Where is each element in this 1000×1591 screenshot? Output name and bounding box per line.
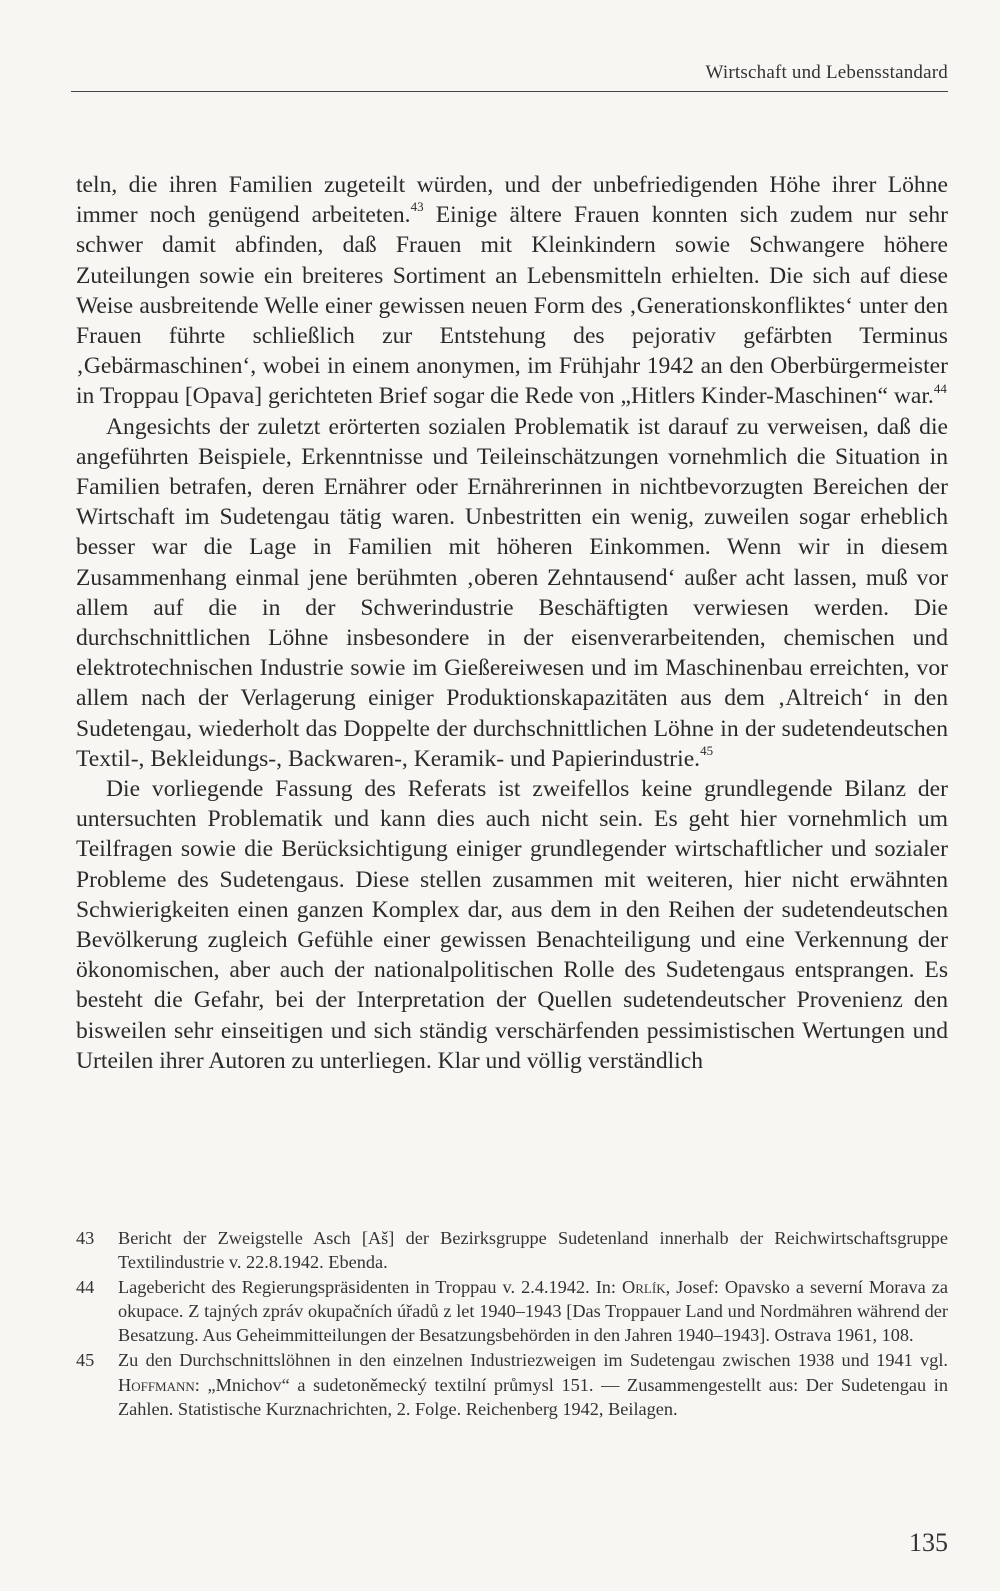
page-number: 135	[909, 1528, 948, 1557]
footnote-author: Hoffmann	[118, 1374, 195, 1395]
paragraph-1-part-a: teln, die ihren Familien zugeteilt würden, und der unbefriedigenden Höhe ihrer Löhne immer noch genügend arbeiteten.	[76, 172, 948, 229]
footnotes	[76, 1226, 948, 1422]
footnote-ref-45[interactable]: 45	[700, 743, 714, 758]
footnote-number: 43	[76, 1228, 95, 1248]
paragraph-2-text: Angesichts der zuletzt erörterten sozialen Problematik ist darauf zu verweisen, daß die angeführten Beispiele, Erkenntnisse und Teileinschätzungen vornehmlich die Situation in Familien betrafen, deren Ernährer oder Ernährerinnen in nichtbevorzugten Bereichen der Wirtschaft im Sudetengau tätig waren. Unbestritten ein wenig, zuweilen sogar erheblich besser war die Lage in Familien mit höheren Einkommen. Wenn wir in diesem Zusammenhang einmal jene berühmten ‚oberen Zehntausend‘ außer acht lassen, muß vor allem auf die in der Schwerindustrie Beschäftigten verwiesen werden. Die durchschnittlichen Löhne insbesondere in der eisenverarbeitenden, chemischen und elektrotechnischen Industrie sowie im Gießereiwesen und im Maschinenbau erreichten, vor allem nach der Verlagerung einiger Produktionskapazitäten aus dem ‚Altreich‘ in den Sudetengau, wiederholt das Doppelte der durchschnittlichen Löhne in der sudetendeutschen Textil-, Bekleidungs-, Backwaren-, Keramik- und Papierindustrie.	[76, 413, 948, 772]
footnote-text	[118, 1275, 948, 1347]
footnote-text-part: : „Mnichov“ a sudetoněmecký textilní průmysl 151. — Zusammengestellt aus: Der Sudetengau in Zahlen. Statistische Kurznachrichten, 2. Folge. Reichenberg 1942, Beilagen.	[118, 1374, 948, 1419]
footnote-text	[118, 1348, 948, 1420]
footnote-text-part: , Josef: Opavsko a severní Morava za okupace. Z tajných zpráv okupačních úřadů z let 1940–1943 [Das Troppauer Land und Nordmähren während der Besatzung. Aus Geheimmitteilungen der Besatzungsbehörden in den Jahren 1940–1943]. Ostrava 1961, 108.	[118, 1277, 948, 1346]
footnote-43	[76, 1226, 948, 1274]
footnote-44	[76, 1275, 948, 1347]
header-rule	[71, 91, 948, 92]
footnote-author: Orlík	[622, 1277, 666, 1298]
paragraph-1-part-b: Einige ältere Frauen konnten sich zudem nur sehr schwer damit abfinden, daß Frauen mit Kleinkindern sowie Schwangere höhere Zuteilungen sowie ein breiteres Sortiment an Lebensmitteln erhielten. Die sich auf diese Weise ausbreitende Welle einer gewissen neuen Form des ‚Generationskonfliktes‘ unter den Frauen führte schließlich zur Entstehung des pejorativ gefärbten Terminus ‚Gebärmaschinen‘, wobei in einem anonymen, im Frühjahr 1942 an den Oberbürgermeister in Troppau [Opava] gerichteten Brief sogar die Rede von „Hitlers Kinder-Maschinen“ war.	[76, 202, 948, 410]
paragraph-2	[76, 412, 948, 774]
footnote-text-part: Lagebericht des Regierungspräsidenten in Troppau v. 2.4.1942. In:	[118, 1277, 623, 1298]
footnote-text-part: Bericht der Zweigstelle Asch [Aš] der Bezirksgruppe Sudetenland innerhalb der Reichwirtschaftsgruppe Textilindustrie v. 22.8.1942. Ebenda.	[118, 1228, 948, 1273]
paragraph-3	[76, 774, 948, 1076]
footnote-ref-44[interactable]: 44	[933, 380, 947, 396]
footnote-text-part: Zu den Durchschnittslöhnen in den einzelnen Industriezweigen im Sudetengau zwischen 1938 und 1941 vgl.	[118, 1350, 948, 1371]
paragraph-1	[76, 170, 948, 412]
main-text	[76, 170, 948, 1076]
footnote-number: 45	[76, 1350, 95, 1371]
footnote-45	[76, 1348, 948, 1420]
footnote-number: 44	[76, 1277, 95, 1298]
running-header: Wirtschaft und Lebensstandard	[705, 62, 948, 83]
footnote-ref-43[interactable]: 43	[410, 199, 424, 215]
footnote-text	[118, 1226, 948, 1274]
paragraph-3-text: Die vorliegende Fassung des Referats ist zweifellos keine grundlegende Bilanz der untersuchten Problematik und kann dies auch nicht sein. Es geht hier vornehmlich um Teilfragen sowie die Berücksichtigung einiger grundlegender wirtschaftlicher und sozialer Probleme des Sudetengaus. Diese stellen zusammen mit weiteren, hier nicht erwähnten Schwierigkeiten einen ganzen Komplex dar, aus dem in den Reihen der sudetendeutschen Bevölkerung zugleich Gefühle einer gewissen Benachteiligung und eine Verkennung der ökonomischen, aber auch der nationalpolitischen Rolle des Sudetengaus entsprangen. Es besteht die Gefahr, bei der Interpretation der Quellen sudetendeutscher Provenienz den bisweilen sehr einseitigen und sich ständig verschärfenden pessimistischen Wertungen und Urteilen ihrer Autoren zu unterliegen. Klar und völlig verständlich	[76, 776, 948, 1074]
